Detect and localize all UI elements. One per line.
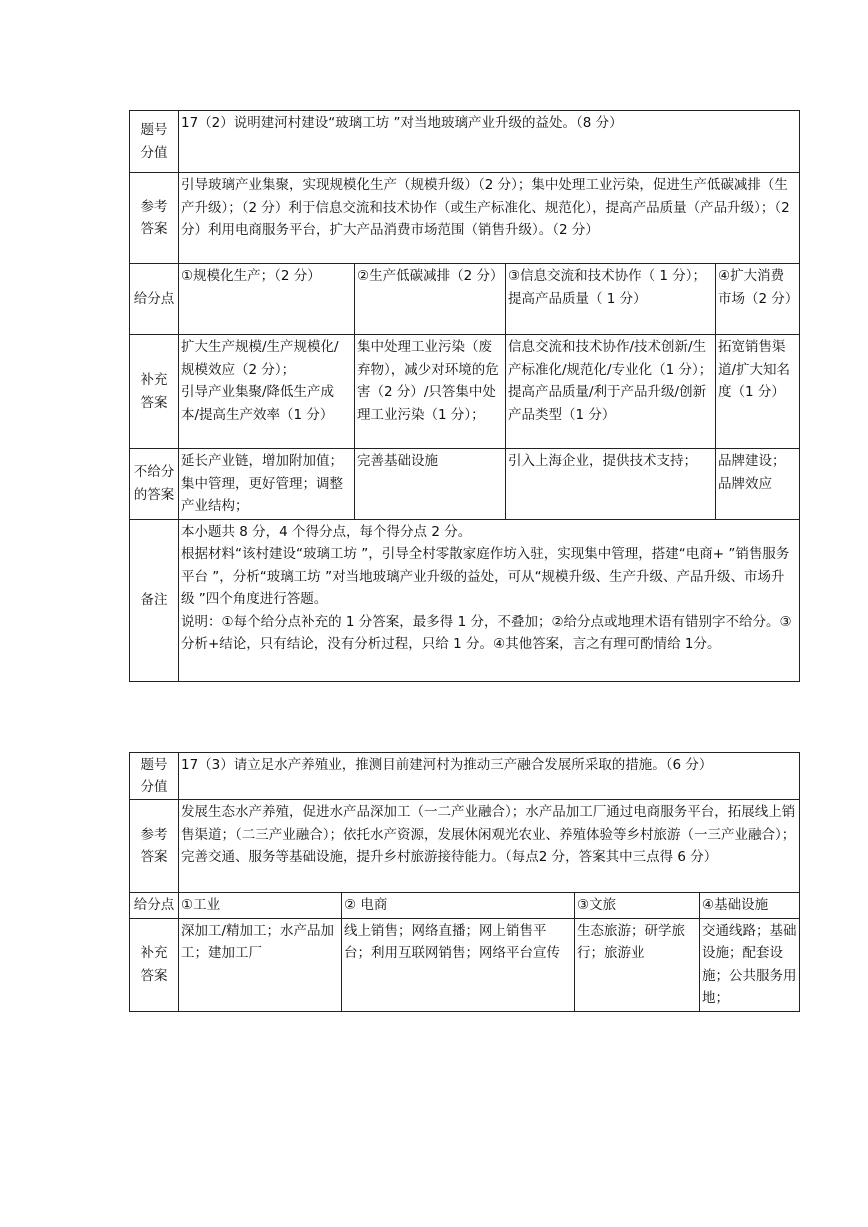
- question-text: 17（2）说明建河村建设“玻璃工坊 ”对当地玻璃产业升级的益处。（8 分）: [179, 111, 800, 173]
- reference-answer-row: [130, 800, 800, 893]
- points-label: 给分点: [130, 264, 179, 335]
- supplement-cell: 扩大生产规模/生产规模化/规模效应（2 分）； 引导产业集聚/降低生产成本/提高生产效率（1 分）: [179, 335, 355, 449]
- supplement-cell: 深加工/精加工；水产品加工；建加工厂: [179, 918, 342, 1011]
- reference-answer-row: [130, 173, 800, 264]
- point-cell: ③信息交流和技术协作（ 1 分）；提高产品质量（ 1 分）: [506, 264, 716, 335]
- question-row: [130, 753, 800, 800]
- supplement-cell: 信息交流和技术协作/技术创新/生产标准化/规范化/专业化（1 分）；提高产品质量/利于产品升级/创新产品类型（1 分）: [506, 335, 716, 449]
- reference-answer-text: 引导玻璃产业集聚，实现规模化生产（规模升级）（2 分）；集中处理工业污染，促进生产低碳减排（生产升级）；（2 分）利于信息交流和技术协作（或生产标准化、规范化），提高产品质量（产品升级）；（2 分）利用电商服务平台，扩大产品消费市场范围（销售升级）。（2 分）: [179, 173, 800, 264]
- question-label: 题号 分值: [130, 753, 179, 800]
- point-cell: ② 电商: [342, 893, 575, 919]
- supplement-cell: 线上销售；网络直播；网上销售平台；利用互联网销售；网络平台宣传: [342, 918, 575, 1011]
- no-credit-cell: 完善基础设施: [355, 449, 506, 520]
- no-credit-cell: 品牌建设；品牌效应: [716, 449, 800, 520]
- question-row: [130, 111, 800, 173]
- grading-table-q17-3: [129, 752, 800, 1012]
- no-credit-cell: 引入上海企业，提供技术支持；: [506, 449, 716, 520]
- supplement-cell: 生态旅游；研学旅行；旅游业: [575, 918, 700, 1011]
- no-credit-label: 不给分 的答案: [130, 449, 179, 520]
- reference-label: 参考 答案: [130, 173, 179, 264]
- supplement-row: [130, 335, 800, 449]
- grading-table-q17-2: [129, 110, 800, 682]
- supplement-label: 补充 答案: [130, 918, 179, 1011]
- supplement-cell: 拓宽销售渠道/扩大知名度（1 分）: [716, 335, 800, 449]
- remarks-label: 备注: [130, 519, 179, 681]
- supplement-cell: 集中处理工业污染（废弃物），减少对环境的危害（2 分）/只答集中处理工业污染（1 分）；: [355, 335, 506, 449]
- point-cell: ④基础设施: [700, 893, 800, 919]
- point-cell: ②生产低碳减排（2 分）: [355, 264, 506, 335]
- points-row: [130, 264, 800, 335]
- point-cell: ④扩大消费市场（2 分）: [716, 264, 800, 335]
- supplement-row: [130, 918, 800, 1011]
- remarks-row: [130, 519, 800, 681]
- question-label: 题号 分值: [130, 111, 179, 173]
- no-credit-cell: 延长产业链，增加附加值；集中管理，更好管理；调整产业结构；: [179, 449, 355, 520]
- reference-answer-text: 发展生态水产养殖，促进水产品深加工（一二产业融合）；水产品加工厂通过电商服务平台，拓展线上销售渠道；（二三产业融合）；依托水产资源，发展休闲观光农业、养殖体验等乡村旅游（一三产业融合）；完善交通、服务等基础设施，提升乡村旅游接待能力。（每点2 分，答案其中三点得 6 分）: [179, 800, 800, 893]
- points-row: [130, 893, 800, 919]
- point-cell: ③文旅: [575, 893, 700, 919]
- points-label: 给分点: [130, 893, 179, 919]
- point-cell: ①规模化生产；（2 分）: [179, 264, 355, 335]
- reference-label: 参考 答案: [130, 800, 179, 893]
- supplement-label: 补充 答案: [130, 335, 179, 449]
- remarks-text: 本小题共 8 分，4 个得分点，每个得分点 2 分。 根据材料“该村建设“玻璃工坊 ”，引导全村零散家庭作坊入驻，实现集中管理，搭建“电商+ ”销售服务平台 ”，分析“玻璃工坊 ”对当地玻璃产业升级的益处，可从“规模升级、生产升级、产品升级、市场升级 ”四个角度进行答题。 说明：①每个给分点补充的 1 分答案，最多得 1 分，不叠加；②给分点或地理术语有错别字不给分。③分析+结论，只有结论，没有分析过程，只给 1 分。④其他答案，言之有理可酌情给 1分。: [179, 519, 800, 681]
- no-credit-row: [130, 449, 800, 520]
- question-text: 17（3）请立足水产养殖业，推测目前建河村为推动三产融合发展所采取的措施。（6 分）: [179, 753, 800, 800]
- point-cell: ①工业: [179, 893, 342, 919]
- supplement-cell: 交通线路；基础设施；配套设施；公共服务用地；: [700, 918, 800, 1011]
